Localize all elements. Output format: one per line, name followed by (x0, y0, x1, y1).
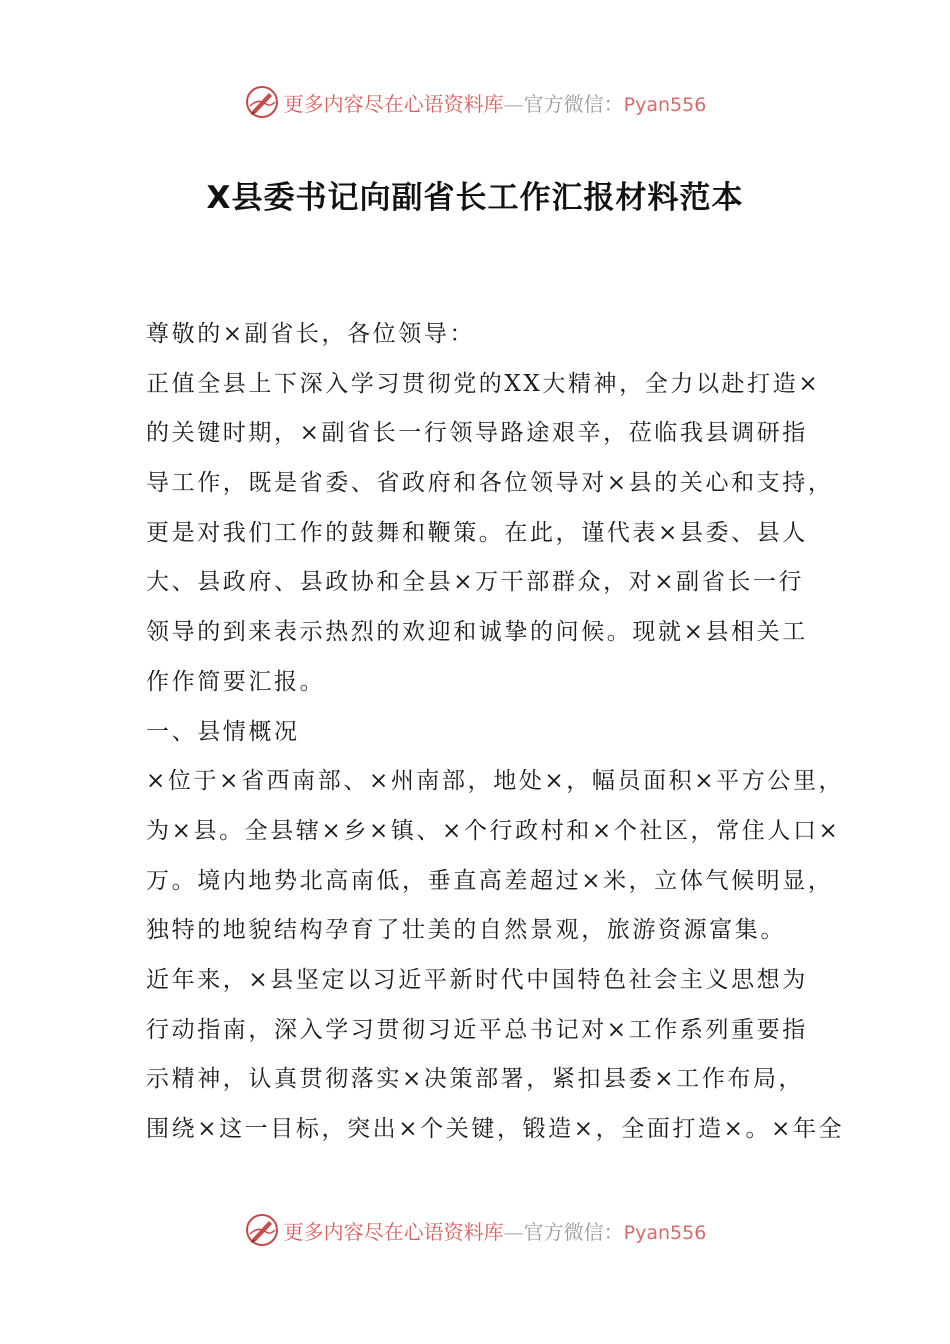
watermark-separator: — (503, 91, 524, 116)
body-line: 导工作，既是省委、省政府和各位领导对×县的关心和支持， (146, 470, 834, 497)
header-watermark-banner (0, 82, 950, 122)
body-line: 作作简要汇报。 (146, 668, 326, 695)
body-line: 独特的地貌结构孕育了壮美的自然景观，旅游资源富集。 (146, 917, 786, 944)
body-line: 的关键时期，×副省长一行领导路途艰辛，莅临我县调研指 (146, 420, 808, 447)
body-line: 为×县。全县辖×乡×镇、×个行政村和×个社区，常住人口× (146, 817, 841, 844)
watermark-brand: 更多内容尽在心语资料库 (283, 1219, 504, 1244)
watermark-brand: 更多内容尽在心语资料库 (283, 91, 504, 116)
watermark-text (284, 1216, 707, 1245)
body-line: 近年来，×县坚定以习近平新时代中国特色社会主义思想为 (146, 966, 808, 993)
document-title: X县委书记向副省长工作汇报材料范本 (206, 180, 744, 216)
body-line: ×位于×省西南部、×州南部，地处×，幅员面积×平方公里， (146, 768, 845, 795)
body-line: 示精神，认真贯彻落实×决策部署，紧扣县委×工作布局， (146, 1066, 805, 1093)
watermark-separator: — (503, 1219, 524, 1244)
footer-watermark-banner (0, 1210, 950, 1250)
document-body (146, 310, 845, 1155)
watermark-wechat-id: Pyan556 (623, 93, 707, 116)
body-line: 行动指南，深入学习贯彻习近平总书记对×工作系列重要指 (146, 1016, 808, 1043)
body-line: 正值全县上下深入学习贯彻党的XX大精神，全力以赴打造× (146, 370, 821, 397)
body-line: 更是对我们工作的鼓舞和鞭策。在此，谨代表×县委、县人 (146, 519, 808, 546)
salutation-line: 尊敬的×副省长，各位领导： (146, 321, 476, 347)
body-line: 万。境内地势北高南低，垂直高差超过×米，立体气候明显， (146, 867, 834, 894)
watermark-text (284, 88, 707, 117)
pen-logo-icon (244, 84, 280, 120)
watermark-wechat-id: Pyan556 (623, 1221, 707, 1244)
body-line: 大、县政府、县政协和全县×万干部群众，对×副省长一行 (146, 569, 805, 596)
watermark-official-label: 官方微信： (523, 91, 624, 116)
body-line: 领导的到来表示热烈的欢迎和诚挚的问候。现就×县相关工 (146, 619, 808, 646)
section-heading: 一、县情概况 (146, 718, 300, 745)
pen-logo-icon (244, 1212, 280, 1248)
body-line: 围绕×这一目标，突出×个关键，锻造×，全面打造×。×年全 (146, 1116, 845, 1142)
watermark-official-label: 官方微信： (523, 1219, 624, 1244)
